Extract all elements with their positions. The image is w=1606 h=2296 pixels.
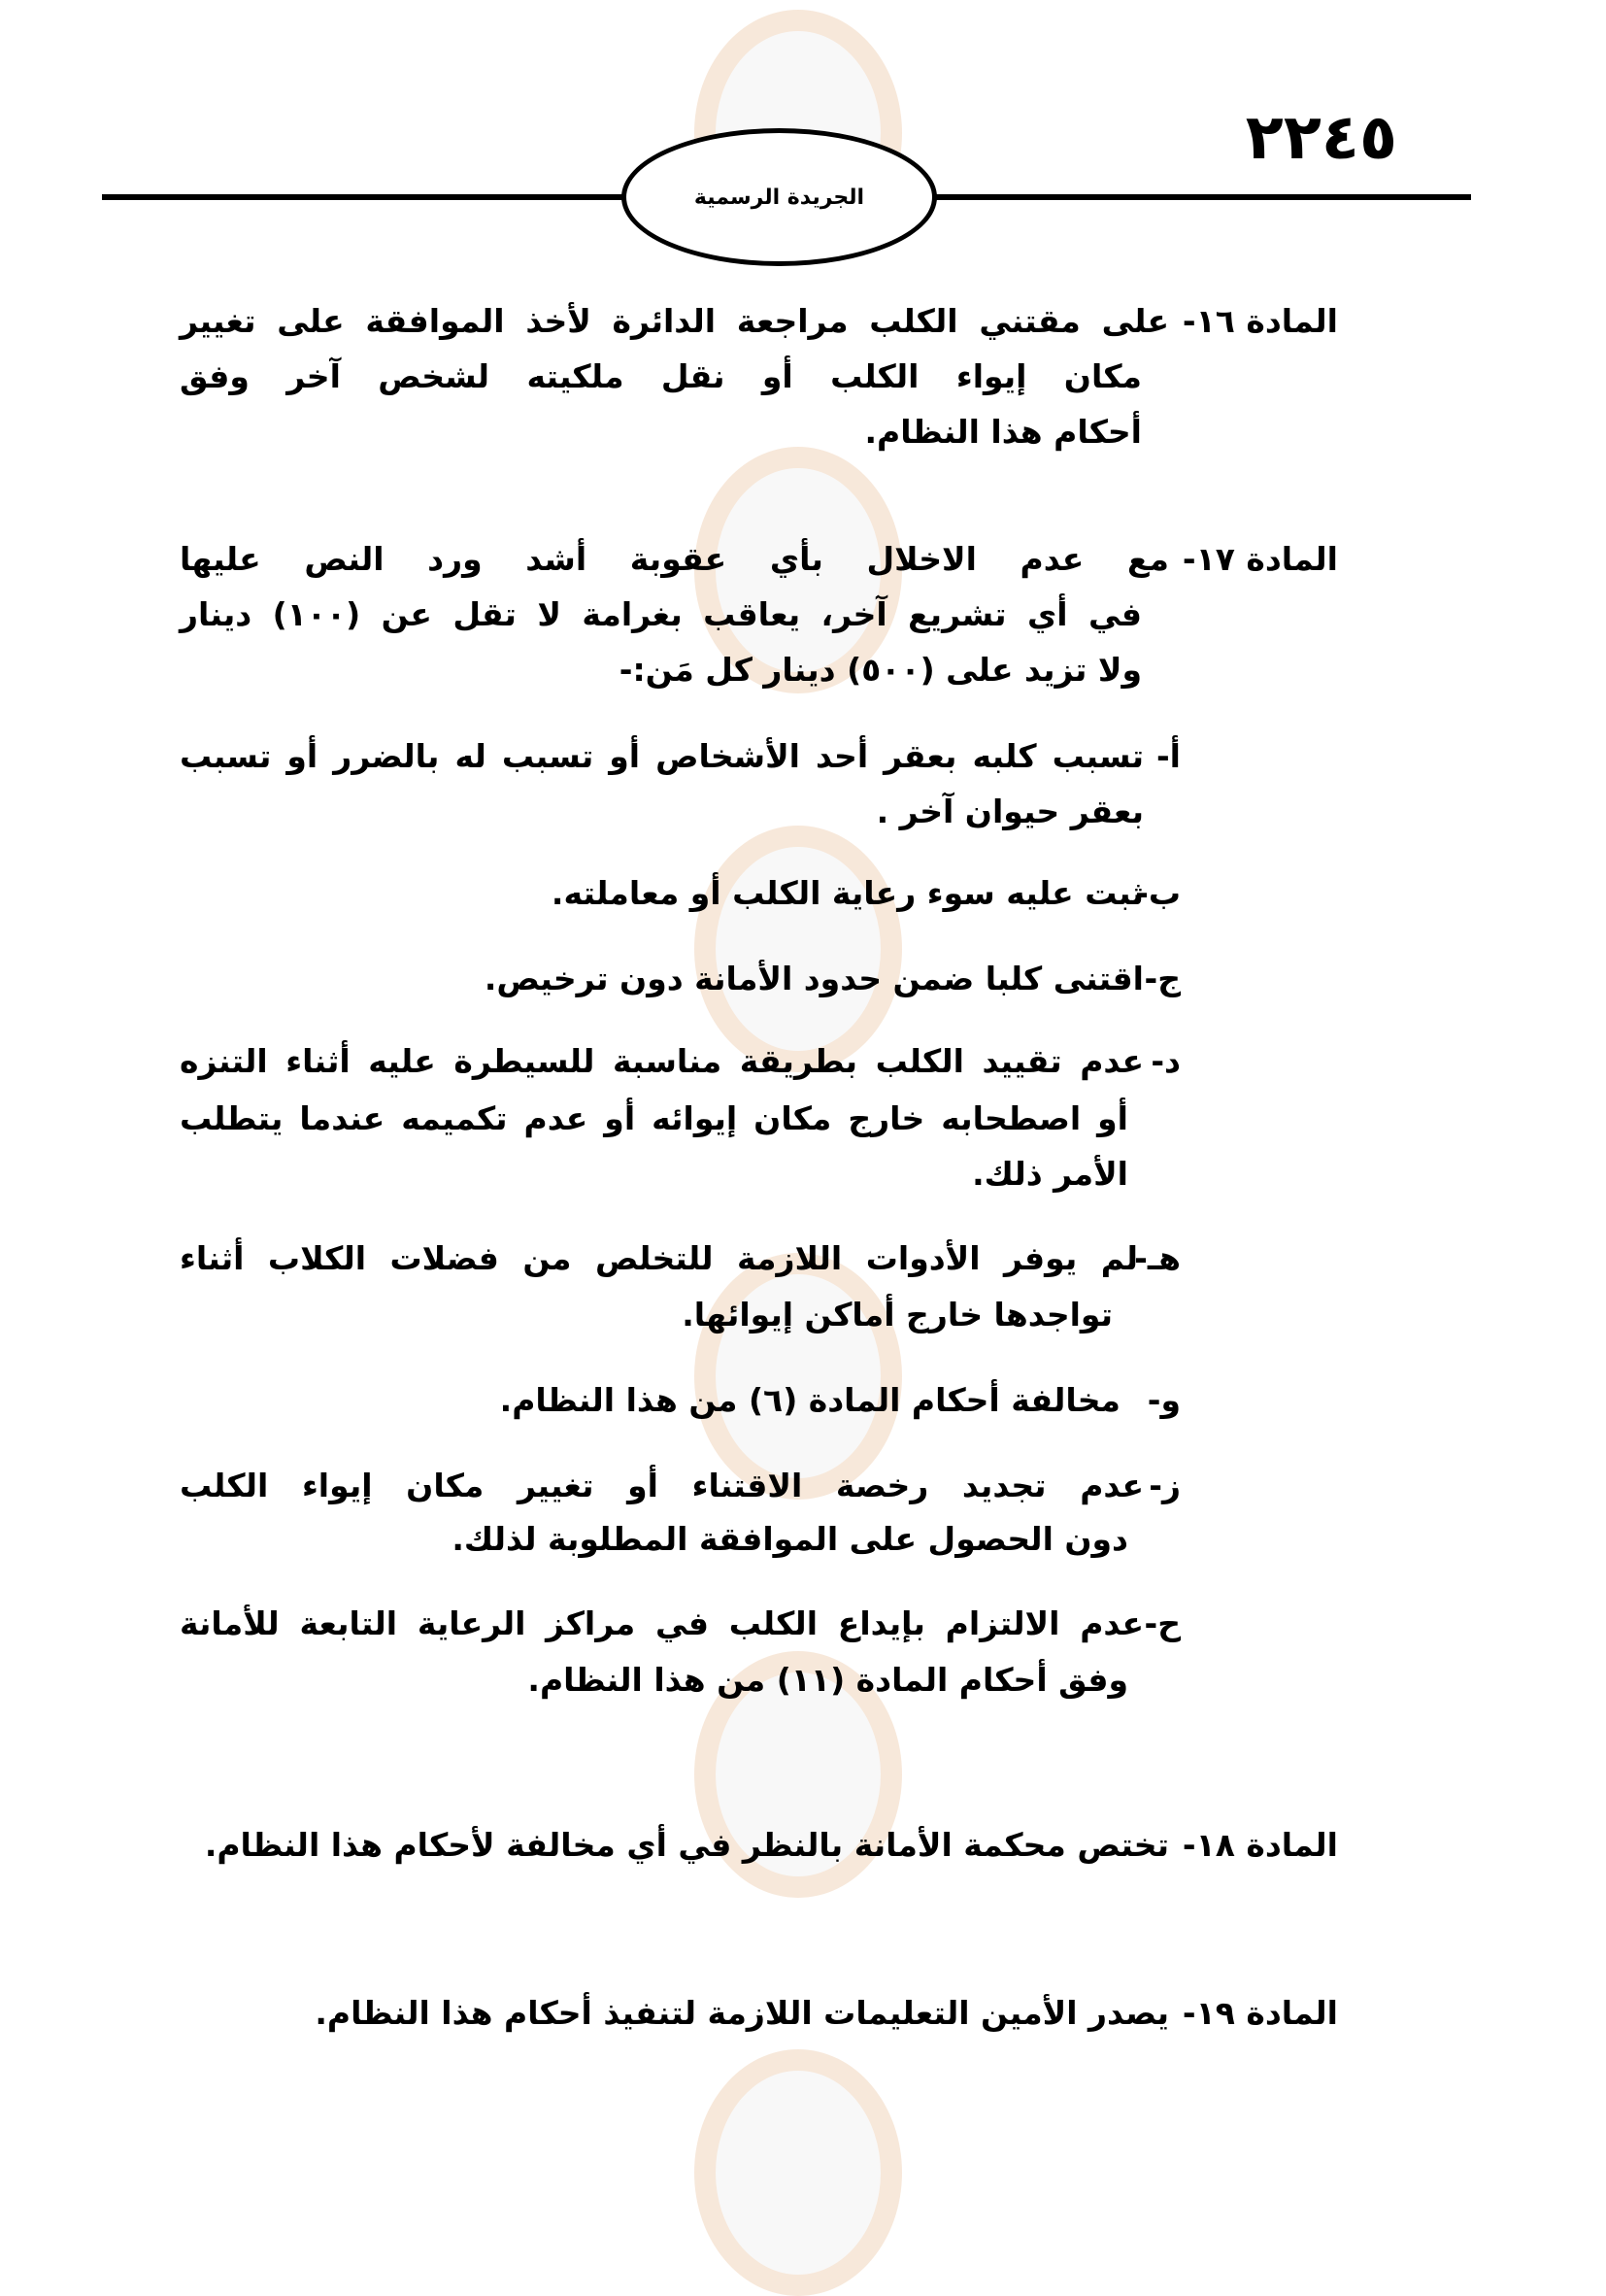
item-line: مخالفة أحكام المادة (٦) من هذا النظام. (499, 1381, 1121, 1419)
item-label: ج- (1144, 960, 1181, 997)
item-line: الأمر ذلك. (972, 1155, 1128, 1193)
item-line: عدم الالتزام بإيداع الكلب في مراكز الرعاية التابعة للأمانة (180, 1604, 1144, 1642)
item-line: عدم تجديد رخصة الاقتناء أو تغيير مكان إيواء الكلب (180, 1467, 1144, 1504)
item-line: عدم تقييد الكلب بطريقة مناسبة للسيطرة عليه أثناء التنزه (180, 1042, 1144, 1080)
article-label: المادة ١٦- (1182, 302, 1338, 340)
item-label: و- (1147, 1381, 1181, 1419)
item-label: ز- (1149, 1467, 1181, 1504)
watermark-clock-logo (694, 2049, 902, 2296)
item-label: هـ- (1134, 1239, 1181, 1277)
item-line: تسبب كلبه بعقر أحد الأشخاص أو تسبب له بالضرر أو تسبب (180, 737, 1144, 775)
article-line: يصدر الأمين التعليمات اللازمة لتنفيذ أحكام هذا النظام. (315, 1994, 1169, 2032)
article-label: المادة ١٧- (1182, 540, 1338, 578)
item-line: بعقر حيوان آخر . (876, 793, 1144, 830)
watermark-clock-logo (694, 826, 902, 1072)
item-label: ب- (1135, 874, 1181, 912)
item-label: أ- (1155, 737, 1181, 775)
item-line: اقتنى كلبا ضمن حدود الأمانة دون ترخيص. (484, 960, 1144, 997)
item-label: د- (1151, 1042, 1181, 1080)
article-line: ولا تزيد على (٥٠٠) دينار كل مَن:- (619, 651, 1142, 689)
watermark-clock-logo (694, 1253, 902, 1500)
article-line: على مقتني الكلب مراجعة الدائرة لأخذ الموافقة على تغيير (180, 302, 1169, 340)
item-line: أو اصطحابه خارج مكان إيوائه أو عدم تكميمه عندما يتطلب (180, 1099, 1128, 1137)
page-number: ٢٢٤٥ (1245, 102, 1397, 174)
article-line: مع عدم الاخلال بأي عقوبة أشد ورد النص عليها (180, 540, 1169, 578)
gazette-title: الجريدة الرسمية (621, 128, 937, 266)
article-line: أحكام هذا النظام. (864, 413, 1142, 451)
item-line: تواجدها خارج أماكن إيوائها. (682, 1296, 1113, 1334)
item-line: وفق أحكام المادة (١١) من هذا النظام. (527, 1661, 1128, 1699)
article-line: في أي تشريع آخر، يعاقب بغرامة لا تقل عن (١٠٠) دينار (180, 595, 1142, 633)
article-line: مكان إيواء الكلب أو نقل ملكيته لشخص آخر وفق (180, 357, 1142, 395)
item-label: ح- (1144, 1604, 1181, 1642)
article-line: تختص محكمة الأمانة بالنظر في أي مخالفة لأحكام هذا النظام. (204, 1826, 1169, 1864)
article-label: المادة ١٨- (1182, 1826, 1338, 1864)
item-line: لم يوفر الأدوات اللازمة للتخلص من فضلات الكلاب أثناء (180, 1239, 1138, 1277)
article-label: المادة ١٩- (1182, 1994, 1338, 2032)
item-line: ثبت عليه سوء رعاية الكلب أو معاملته. (551, 874, 1144, 912)
item-line: دون الحصول على الموافقة المطلوبة لذلك. (452, 1520, 1128, 1558)
